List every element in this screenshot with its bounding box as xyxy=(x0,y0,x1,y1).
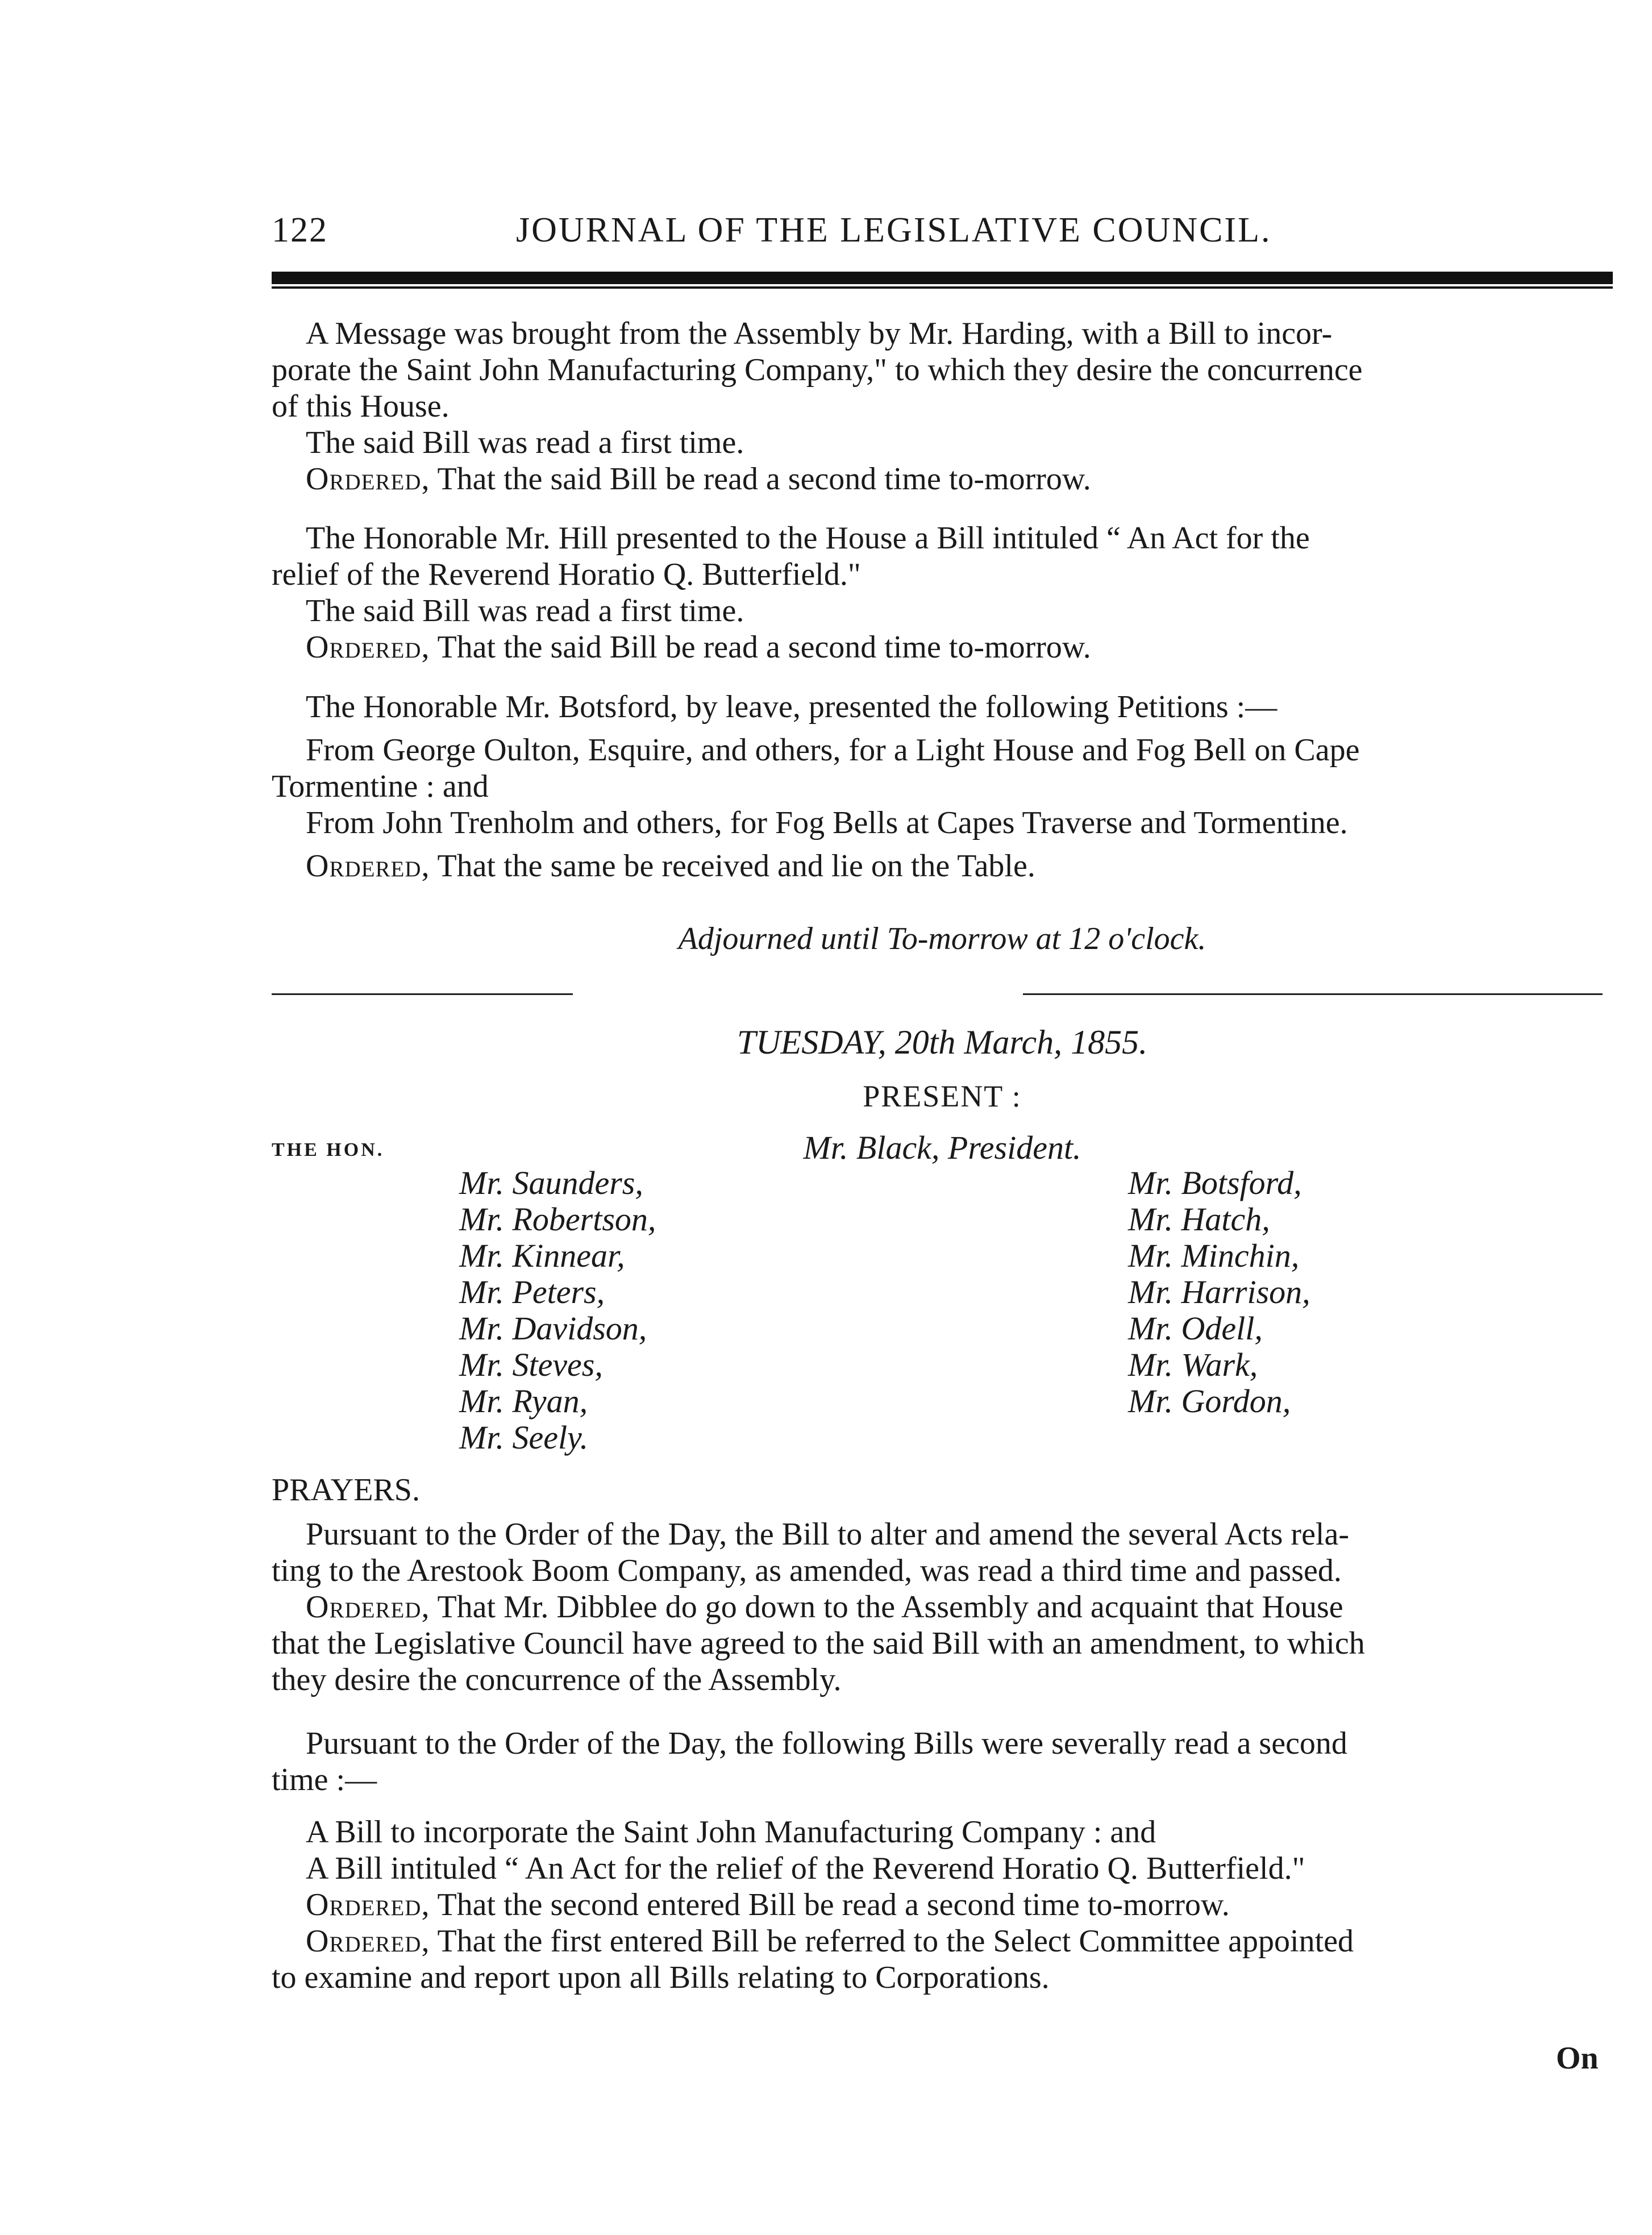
member-name: Mr. Hatch, xyxy=(1128,1201,1270,1238)
text-line: of this House. xyxy=(272,389,450,424)
ordered-label: Ordered, xyxy=(306,848,430,884)
member-name: Mr. Kinnear, xyxy=(459,1237,625,1274)
present-heading: PRESENT : xyxy=(863,1079,1022,1113)
ordered-line xyxy=(272,848,1613,884)
text-span: That Mr. Dibblee do go down to the Assembly and acquaint that House xyxy=(437,1589,1343,1625)
member-name: Mr. Botsford, xyxy=(1128,1164,1302,1201)
text-line: The Honorable Mr. Botsford, by leave, presented the following Petitions :— xyxy=(306,689,1278,725)
adjourned-line: Adjourned until To-morrow at 12 o'clock. xyxy=(678,921,1206,956)
member-name: Mr. Davidson, xyxy=(459,1310,647,1347)
ordered-label: Ordered, xyxy=(306,461,430,497)
hill-bill-paragraph xyxy=(272,520,1613,665)
member-name: Mr. Gordon, xyxy=(1128,1383,1291,1420)
text-line: A Bill intituled “ An Act for the relief of the Reverend Horatio Q. Butterfield." xyxy=(306,1851,1305,1886)
text-line: From John Trenholm and others, for Fog Bells at Capes Traverse and Tormentine. xyxy=(306,805,1348,840)
the-hon-label: THE HON. xyxy=(272,1139,385,1160)
member-name: Mr. Saunders, xyxy=(459,1164,643,1201)
ordered-label: Ordered, xyxy=(306,1924,430,1959)
text-line: The said Bill was read a first time. xyxy=(306,425,744,460)
members-left-column xyxy=(459,1165,656,1456)
text-line: relief of the Reverend Horatio Q. Butterfield." xyxy=(272,557,861,592)
member-name: Mr. Steves, xyxy=(459,1346,603,1383)
message-paragraph xyxy=(272,315,1613,497)
ordered-line xyxy=(272,629,1613,665)
ordered-label: Ordered, xyxy=(306,1589,430,1625)
text-line: to examine and report upon all Bills relating to Corporations. xyxy=(272,1960,1050,1995)
ordered-line xyxy=(272,461,1613,497)
ordered-line xyxy=(272,1887,1613,1923)
header-rule xyxy=(272,272,1613,284)
member-name: Mr. Peters, xyxy=(459,1273,605,1310)
text-span: That the said Bill be read a second time to-morrow. xyxy=(437,630,1091,665)
text-line: they desire the concurrence of the Assembly. xyxy=(272,1662,842,1697)
text-span: That the first entered Bill be referred to the Select Committee appointed xyxy=(437,1924,1354,1959)
section-divider-left xyxy=(272,993,573,995)
text-line: porate the Saint John Manufacturing Company," to which they desire the concurrence xyxy=(272,352,1363,388)
member-name: Mr. Odell, xyxy=(1128,1310,1263,1347)
ordered-label: Ordered, xyxy=(306,1887,430,1922)
text-span: That the same be received and lie on the Table. xyxy=(437,848,1035,884)
member-name: Mr. Harrison, xyxy=(1128,1273,1310,1310)
ordered-label: Ordered, xyxy=(306,630,430,665)
text-line: From George Oulton, Esquire, and others, for a Light House and Fog Bell on Cape xyxy=(306,732,1360,768)
catchword: On xyxy=(1556,2041,1599,2076)
text-line: ting to the Arestook Boom Company, as amended, was read a third time and passed. xyxy=(272,1553,1342,1588)
ordered-line xyxy=(272,1923,1613,1959)
text-line: The said Bill was read a first time. xyxy=(306,593,744,629)
member-name: Mr. Minchin, xyxy=(1128,1237,1300,1274)
text-line: time :— xyxy=(272,1762,377,1797)
page-number: 122 xyxy=(272,211,328,249)
section-divider-right xyxy=(1023,993,1603,995)
text-line: Tormentine : and xyxy=(272,769,489,804)
prayers-text: PRAYERS. xyxy=(272,1472,420,1508)
ordered-line xyxy=(272,1589,1613,1625)
text-line: A Bill to incorporate the Saint John Manufacturing Company : and xyxy=(306,1814,1156,1850)
text-line: Pursuant to the Order of the Day, the Bill to alter and amend the several Acts rela- xyxy=(306,1517,1349,1552)
member-name: Mr. Wark, xyxy=(1128,1346,1258,1383)
member-name: Mr. Ryan, xyxy=(459,1383,588,1420)
running-title: JOURNAL OF THE LEGISLATIVE COUNCIL. xyxy=(516,211,1272,249)
sitting-date: TUESDAY, 20th March, 1855. xyxy=(736,1023,1148,1061)
text-line: A Message was brought from the Assembly by Mr. Harding, with a Bill to incor- xyxy=(306,316,1333,351)
text-line: Pursuant to the Order of the Day, the following Bills were severally read a second xyxy=(306,1726,1347,1761)
president-line: Mr. Black, President. xyxy=(803,1129,1081,1166)
member-name: Mr. Seely. xyxy=(459,1419,589,1456)
members-right-column xyxy=(1128,1165,1310,1420)
second-reading-paragraph xyxy=(272,1725,1613,1996)
text-line: that the Legislative Council have agreed to the said Bill with an amendment, to which xyxy=(272,1626,1365,1661)
member-name: Mr. Robertson, xyxy=(459,1201,656,1238)
prayers-heading xyxy=(272,1472,1613,1508)
page-header xyxy=(272,210,1613,261)
text-span: That the said Bill be read a second time to-morrow. xyxy=(437,461,1091,497)
petitions-paragraph xyxy=(272,689,1613,884)
text-span: That the second entered Bill be read a second time to-morrow. xyxy=(437,1887,1230,1922)
text-line: The Honorable Mr. Hill presented to the House a Bill intituled “ An Act for the xyxy=(306,521,1310,556)
arestook-paragraph xyxy=(272,1516,1613,1698)
